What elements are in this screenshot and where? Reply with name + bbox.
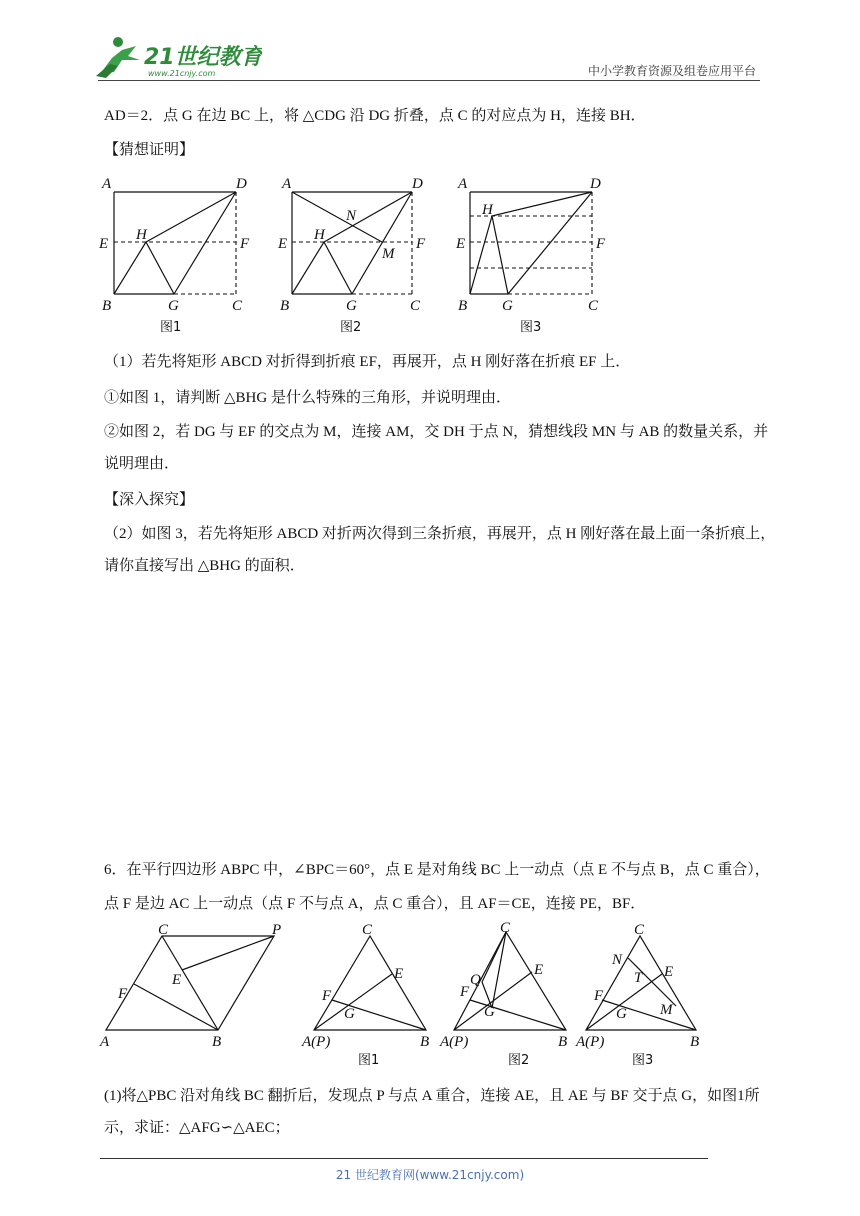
q5-part2-line1: （2）如图 3，若先将矩形 ABCD 对折两次得到三条折痕，再展开，点 H 刚好落在最上面一条折痕上， — [104, 526, 776, 542]
svg-text:D: D — [412, 176, 423, 192]
svg-text:M: M — [660, 1002, 673, 1018]
svg-text:D: D — [590, 176, 601, 192]
svg-text:A: A — [458, 176, 468, 192]
q5-fig1 — [98, 176, 250, 335]
q5-section-guess: 【猜想证明】 — [104, 142, 195, 158]
svg-text:G: G — [344, 1006, 355, 1022]
svg-text:H: H — [136, 227, 147, 243]
svg-text:B: B — [558, 1034, 568, 1050]
q6-fig2 — [439, 922, 567, 1068]
svg-text:F: F — [594, 988, 604, 1004]
svg-text:G: G — [168, 298, 179, 314]
svg-text:E: E — [99, 236, 109, 252]
svg-text:B: B — [690, 1034, 700, 1050]
q6-part1-line2: 示，求证：△AFG∽△AEC； — [104, 1120, 290, 1136]
svg-text:T: T — [634, 970, 643, 986]
svg-text:A(P): A(P) — [440, 1034, 469, 1050]
svg-text:A: A — [100, 1034, 110, 1050]
q5-fig3 — [455, 176, 606, 335]
logo-url: www.21cnjy.com — [148, 69, 216, 78]
svg-text:G: G — [484, 1004, 495, 1020]
svg-text:B: B — [458, 298, 468, 314]
header-platform-text: 中小学教育资源及组卷应用平台 — [587, 64, 756, 78]
q5-fig3-caption: 图3 — [520, 320, 542, 335]
svg-text:F: F — [118, 986, 128, 1002]
svg-text:C: C — [232, 298, 243, 314]
q5-part1b-line1: ②如图 2，若 DG 与 EF 的交点为 M，连接 AM，交 DH 于点 N，猜想线段 MN 与 AB 的数量关系，并 — [104, 424, 769, 440]
svg-text:G: G — [346, 298, 357, 314]
q5-fig2 — [277, 176, 426, 335]
q5-fig2-caption: 图2 — [340, 320, 362, 335]
q6-figures — [96, 922, 708, 1072]
svg-text:C: C — [362, 922, 373, 938]
svg-text:B: B — [280, 298, 290, 314]
q6-part1-line1: (1)将△PBC 沿对角线 BC 翻折后，发现点 P 与点 A 重合，连接 AE，且 AE 与 BF 交于点 G，如图1所 — [104, 1088, 760, 1104]
q5-intro: AD＝2．点 G 在边 BC 上，将 △CDG 沿 DG 折叠，点 C 的对应点为 H，连接 BH． — [104, 108, 646, 124]
svg-text:E: E — [394, 966, 404, 982]
svg-text:H: H — [482, 202, 493, 218]
logo-text: 21世纪教育 — [144, 45, 262, 70]
svg-text:B: B — [212, 1034, 222, 1050]
svg-text:F: F — [416, 236, 426, 252]
svg-text:A: A — [102, 176, 112, 192]
svg-text:G: G — [502, 298, 513, 314]
svg-text:E: E — [278, 236, 288, 252]
svg-text:G: G — [616, 1006, 627, 1022]
svg-text:F: F — [460, 984, 470, 1000]
svg-text:A: A — [282, 176, 292, 192]
q5-part1: （1）若先将矩形 ABCD 对折得到折痕 EF，再展开，点 H 刚好落在折痕 EF 上． — [104, 354, 631, 370]
svg-text:F: F — [322, 988, 332, 1004]
q5-section-explore: 【深入探究】 — [104, 492, 195, 508]
svg-text:C: C — [410, 298, 421, 314]
q6-line1: 6．在平行四边形 ABPC 中，∠BPC＝60°，点 E 是对角线 BC 上一动点（点 E 不与点 B，点 C 重合）， — [104, 862, 770, 878]
svg-text:C: C — [634, 922, 645, 938]
svg-text:P: P — [272, 922, 282, 938]
site-logo — [92, 36, 262, 80]
q6-fig1-caption: 图1 — [358, 1053, 380, 1068]
footer-divider — [100, 1158, 708, 1159]
q6-line2: 点 F 是边 AC 上一动点（点 F 不与点 A，点 C 重合），且 AF＝CE，连接 PE，BF． — [104, 896, 646, 912]
q6-fig0 — [99, 922, 281, 1050]
header-divider — [98, 80, 760, 81]
svg-text:B: B — [420, 1034, 430, 1050]
svg-text:N: N — [612, 952, 623, 968]
svg-text:E: E — [534, 962, 544, 978]
q5-fig1-caption: 图1 — [160, 320, 182, 335]
q5-part2-line2: 请你直接写出 △BHG 的面积． — [104, 558, 305, 574]
svg-text:Q: Q — [470, 972, 481, 988]
footer-text: 21 世纪教育网(www.21cnjy.com) — [335, 1168, 525, 1182]
svg-text:C: C — [500, 922, 511, 936]
svg-text:B: B — [102, 298, 112, 314]
q5-part1a: ①如图 1，请判断 △BHG 是什么特殊的三角形，并说明理由． — [104, 390, 511, 406]
svg-text:F: F — [240, 236, 250, 252]
q5-part1b-line2: 说明理由． — [104, 456, 180, 472]
svg-text:A(P): A(P) — [576, 1034, 605, 1050]
svg-text:E: E — [456, 236, 466, 252]
svg-text:N: N — [346, 208, 357, 224]
svg-text:M: M — [382, 246, 395, 262]
q6-fig3-caption: 图3 — [632, 1053, 654, 1068]
runner-icon — [96, 37, 140, 78]
svg-text:F: F — [596, 236, 606, 252]
q6-fig1 — [301, 922, 429, 1068]
q6-fig2-caption: 图2 — [508, 1053, 530, 1068]
q5-figures — [96, 168, 626, 338]
svg-text:C: C — [158, 922, 169, 938]
svg-text:D: D — [236, 176, 247, 192]
q6-fig3 — [575, 922, 699, 1068]
svg-text:C: C — [588, 298, 599, 314]
svg-text:E: E — [172, 972, 182, 988]
svg-text:E: E — [664, 964, 674, 980]
svg-text:A(P): A(P) — [302, 1034, 331, 1050]
svg-text:H: H — [314, 227, 325, 243]
